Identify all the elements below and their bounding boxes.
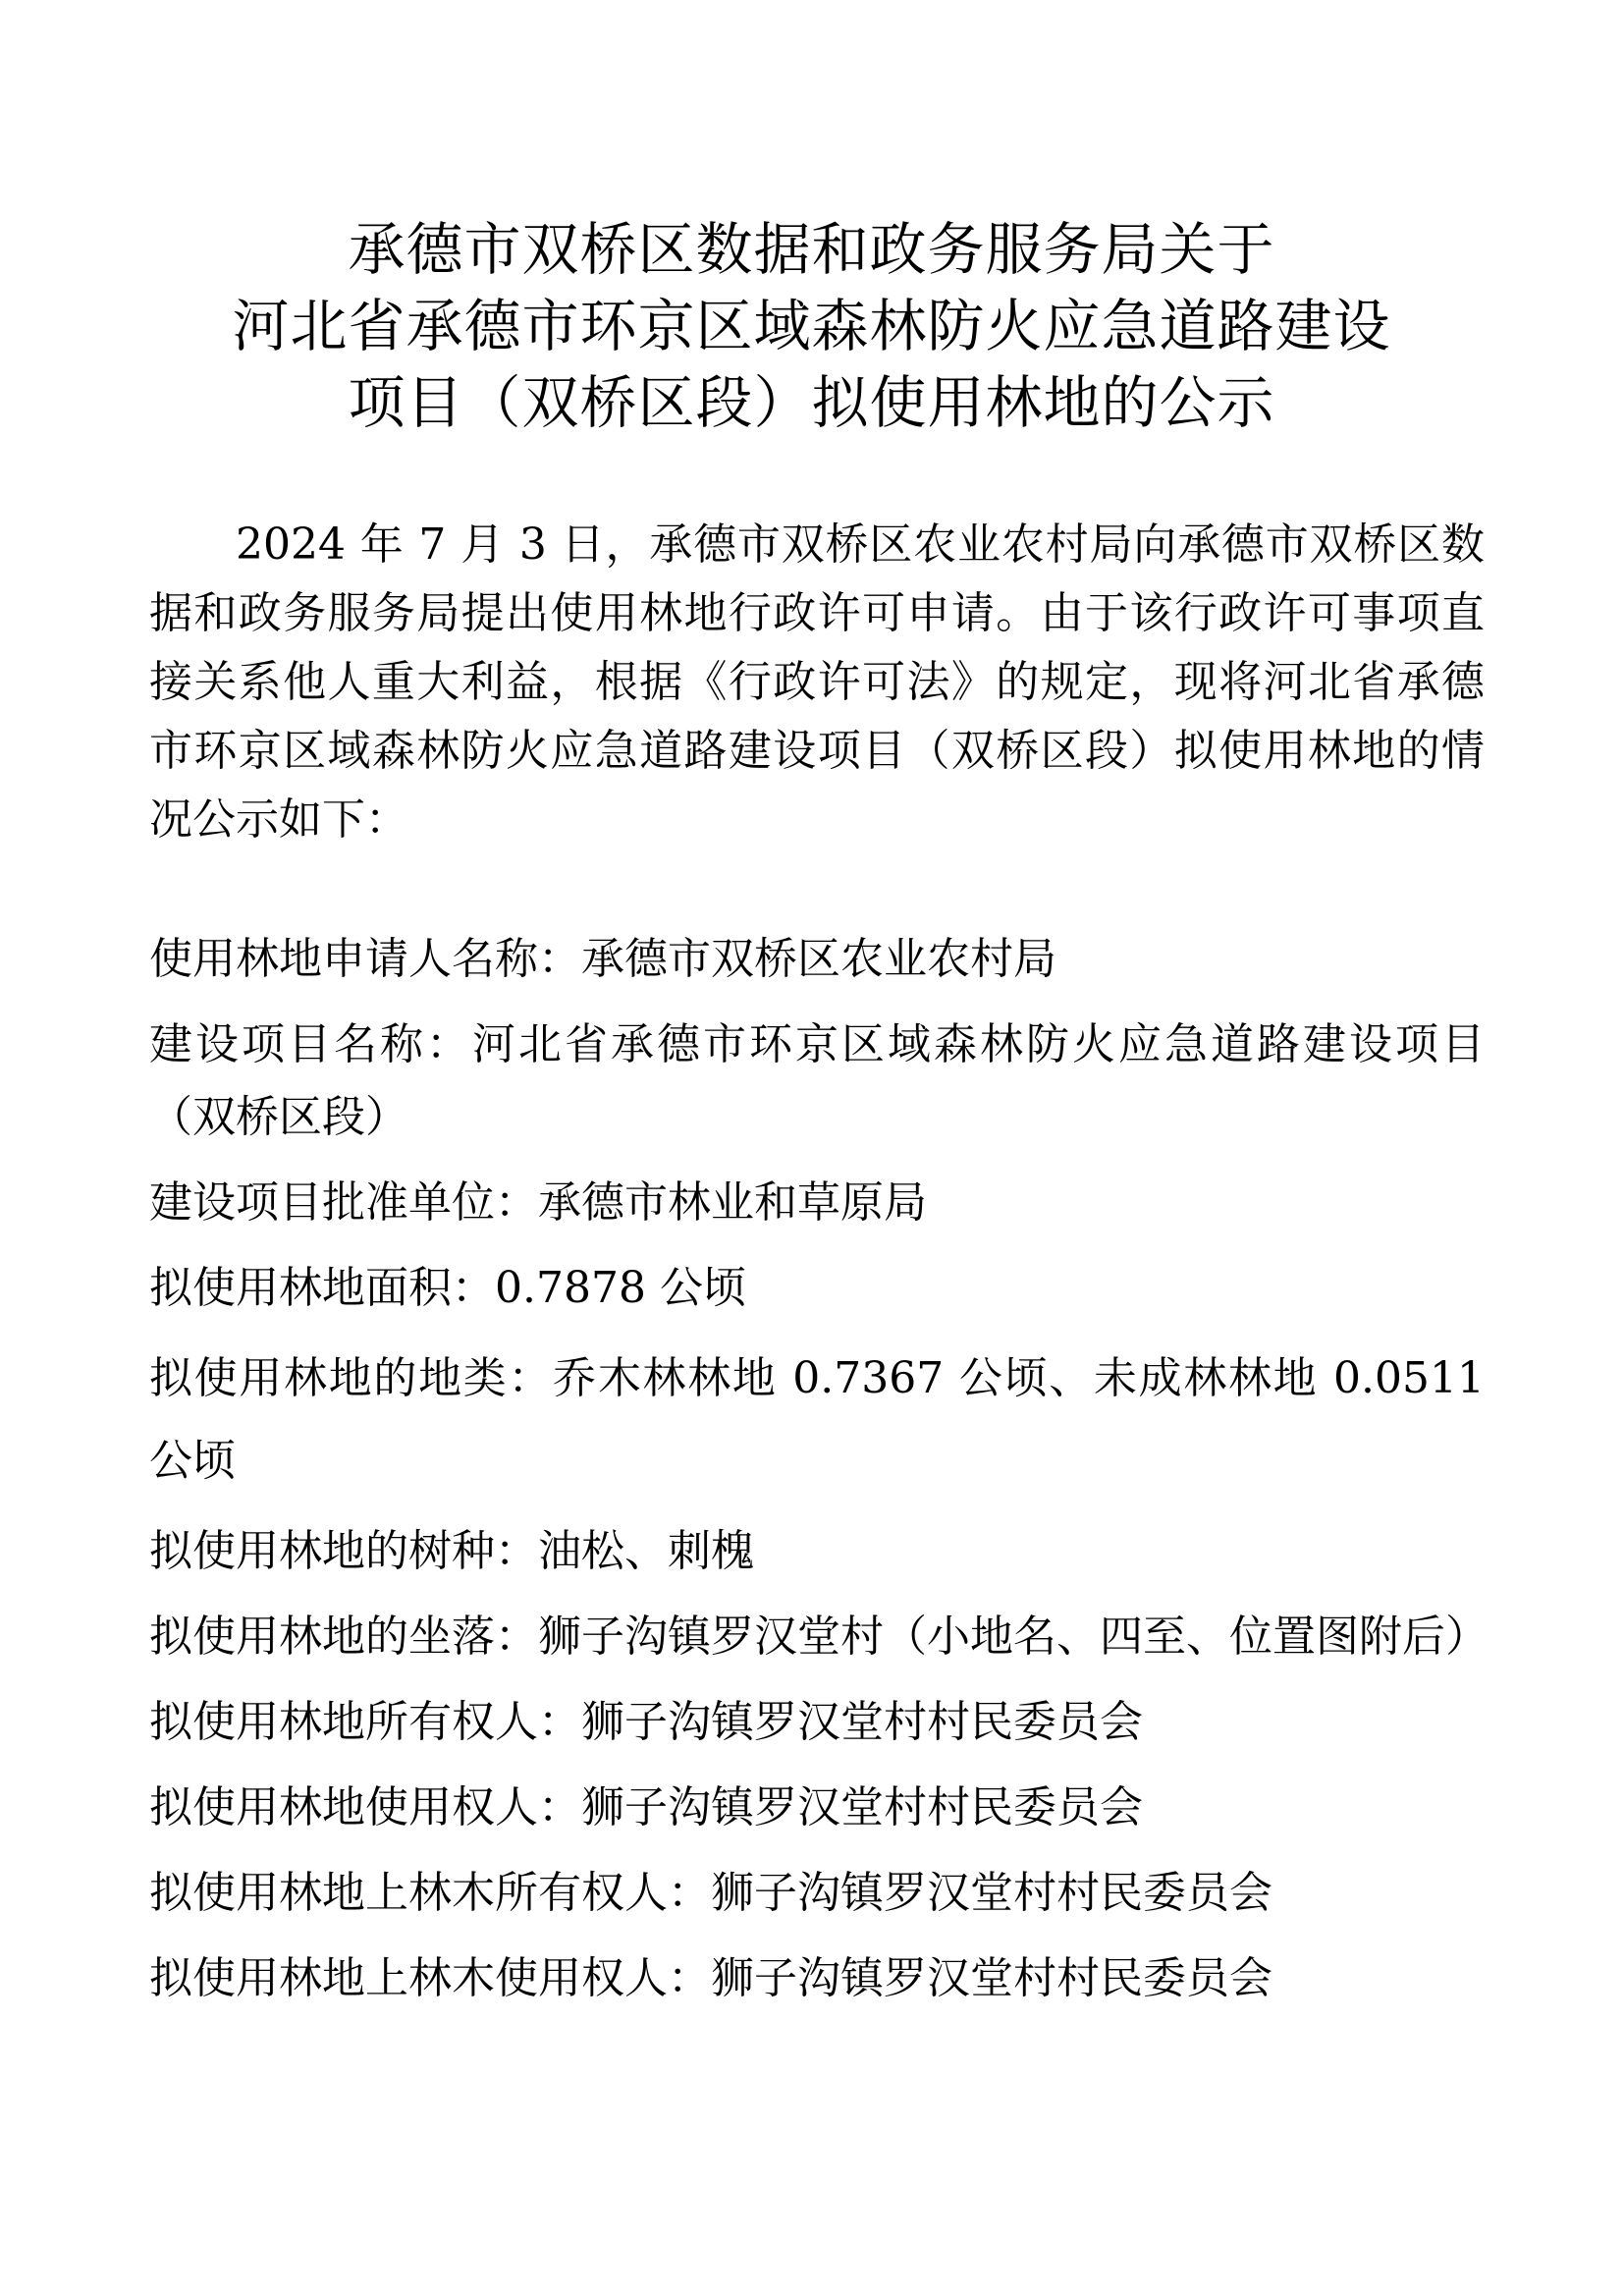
- field-tree-owner: 拟使用林地上林木所有权人：狮子沟镇罗汉堂村村民委员会: [149, 1868, 1272, 1918]
- document-title: [147, 211, 1476, 441]
- field-applicant: 使用林地申请人名称：承德市双桥区农业农村局: [149, 934, 1056, 984]
- intro-paragraph: 2024 年 7 月 3 日，承德市双桥区农业农村局向承德市双桥区数据和政务服务局提出使用林地行政许可申请。由于该行政许可事项直接关系他人重大利益，根据《行政许可法》的规定，现将河北省承德市环京区域森林防火应急道路建设项目（双桥区段）拟使用林地的情况公示如下：: [149, 519, 1485, 845]
- title-line-3: 项目（双桥区段）拟使用林地的公示: [348, 369, 1275, 436]
- field-tree-species: 拟使用林地的树种：油松、刺槐: [149, 1526, 754, 1576]
- title-line-2: 河北省承德市环京区域森林防火应急道路建设: [232, 293, 1391, 359]
- field-location: 拟使用林地的坐落：狮子沟镇罗汉堂村（小地名、四至、位置图附后）: [149, 1612, 1488, 1662]
- field-land-type: 拟使用林地的地类：乔木林林地 0.7367 公顷、未成林林地 0.0511 公顷: [149, 1353, 1485, 1486]
- field-land-owner: 拟使用林地所有权人：狮子沟镇罗汉堂村村民委员会: [149, 1697, 1143, 1747]
- field-project-name: 建设项目名称：河北省承德市环京区域森林防火应急道路建设项目（双桥区段）: [149, 1019, 1485, 1142]
- field-list: [149, 923, 1488, 2028]
- field-approval-unit: 建设项目批准单位：承德市林业和草原局: [149, 1177, 927, 1228]
- title-line-1: 承德市双桥区数据和政务服务局关于: [348, 216, 1275, 283]
- field-tree-user: 拟使用林地上林木使用权人：狮子沟镇罗汉堂村村民委员会: [149, 1953, 1272, 2003]
- field-area: 拟使用林地面积：0.7878 公顷: [149, 1263, 746, 1313]
- field-land-user: 拟使用林地使用权人：狮子沟镇罗汉堂村村民委员会: [149, 1782, 1143, 1832]
